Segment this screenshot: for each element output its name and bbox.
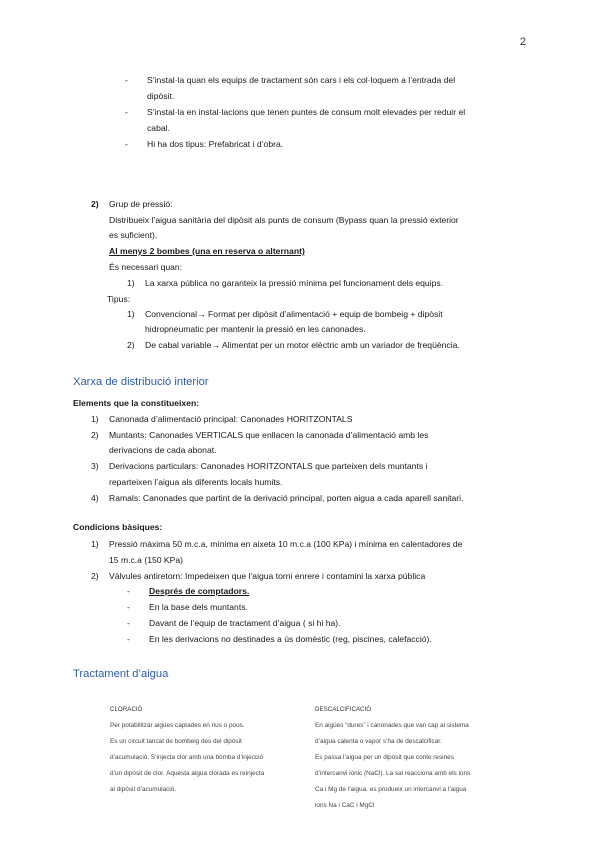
- list-item: Muntants: Canonades VERTICALS que enllacen la canonada d’alimentació amb les: [109, 430, 429, 440]
- section-number: 2): [91, 199, 99, 209]
- column-line: al dipòsit d’acumulació.: [110, 786, 177, 793]
- list-item: Derivacions particulars: Canonades HORITZONTALS que parteixen dels muntants i: [109, 461, 428, 471]
- paragraph-line: es suficient).: [109, 230, 158, 240]
- list-number: 2): [127, 340, 135, 350]
- bullet-item: - En la base dels muntants.: [127, 602, 248, 612]
- underlined-note: Al menys 2 bombes (una en reserva o alternant): [109, 246, 305, 256]
- column-line: Ca i Mg de l’aigua. es produeix un intercanvi a l’aigua: [315, 786, 467, 793]
- grup-title: Grup de pressió:: [109, 199, 173, 209]
- bullet-item: - En les derivacions no destinades a ús domèstic (reg, piscines, calefacció).: [127, 634, 432, 644]
- column-line: Per potabilitzar aigües captades en rius o pous.: [110, 722, 245, 729]
- list-item: De cabal variable→ Alimentat per un motor elèctric amb un variador de freqüència.: [145, 340, 460, 350]
- bullet-item: - Davant de l’equip de tractament d’aigua ( si hi ha).: [127, 618, 341, 628]
- list-number: 1): [91, 539, 99, 549]
- paragraph-line: Distribueix l’aigua sanitària del dipòsit als punts de consum (Bypass quan la pressió exterior: [109, 215, 459, 225]
- list-item-continuation: 15 m.c.a (150 KPa): [109, 555, 184, 565]
- list-number: 1): [127, 309, 135, 319]
- column-line: Es passa l’aigua per un dipòsit que conte resines: [315, 754, 454, 761]
- list-number: 1): [91, 414, 99, 424]
- bullet-item: - Hi ha dos tipus: Prefabricat i d’obra.: [125, 139, 284, 149]
- column-title: CLORACIÓ: [110, 706, 143, 713]
- list-item: Vàlvules antiretorn: Impedeixen que l’aigua torni enrere i contamini la xarxa pública: [109, 571, 426, 581]
- bullet-continuation: dipòsit.: [147, 91, 175, 101]
- page-number: 2: [519, 36, 526, 48]
- list-item-continuation: derivacions de cada abonat.: [109, 445, 217, 455]
- list-item-continuation: hidropneumatic per mantenir la pressió en les canonades.: [145, 324, 366, 334]
- list-item: Pressió màxima 50 m.c.a, mínima en aixeta 10 m.c.a (100 KPa) i mínima en calentadores de: [109, 539, 463, 549]
- list-number: 1): [127, 278, 135, 288]
- column-line: d’acumulació. S’injecta clor amb una bomba d’injecció: [110, 754, 264, 761]
- bullet-item: - S’instal·la quan els equips de tractament són cars i els col·loquem a l’entrada del: [125, 75, 456, 85]
- bullet-continuation: cabal.: [147, 123, 170, 133]
- list-number: 4): [91, 493, 99, 503]
- list-item: Canonada d’alimentació principal: Canonades HORITZONTALS: [109, 414, 353, 424]
- bullet-item: - S’instal·la en instal·lacions que tenen puntes de consum molt elevades per reduir el: [125, 107, 466, 117]
- column-line: Es un circuit tancat de bombeig des del dipòsit: [110, 738, 242, 745]
- column-line: ions Na i CaC i MgCl: [315, 802, 375, 809]
- subheading: Condicions bàsiques:: [73, 522, 163, 532]
- section-heading: Tractament d’aigua: [73, 668, 169, 680]
- column-line: d’un dipòsit de clor. Aquesta aigua clorada es reinjecta: [110, 770, 265, 777]
- list-number: 2): [91, 571, 99, 581]
- bullet-item: - Després de comptadors.: [127, 586, 250, 596]
- list-item: La xarxa pública no garanteix la pressió mínima pel funcionament dels equips.: [145, 278, 444, 288]
- column-line: d’aigua calenta o vapor s’ha de descalcificar.: [315, 738, 442, 745]
- column-line: d’intercanvi iònic (NaCl). La sal reacciona amb els ions: [315, 770, 471, 777]
- section-heading: Xarxa de distribució interior: [73, 376, 209, 388]
- paragraph-line: És necessari quan:: [109, 262, 183, 272]
- list-number: 2): [91, 430, 99, 440]
- subheading: Elements que la constitueixen:: [73, 398, 200, 408]
- paragraph-line: Tipus:: [107, 294, 131, 304]
- list-number: 3): [91, 461, 99, 471]
- list-item: Convencional→ Format per dipòsit d’alimentació + equip de bombeig + dipòsit: [145, 309, 443, 319]
- column-title: DESCALCIFICACIÓ: [315, 706, 372, 713]
- column-line: En aigües “dures” i canonades que van cap al sistema: [315, 722, 469, 729]
- list-item: Ramals: Canonades que partint de la derivació principal, porten aigua a cada aparell sanitari.: [109, 493, 464, 503]
- list-item-continuation: reparteixen l’aigua als diferents locals humits.: [109, 477, 283, 487]
